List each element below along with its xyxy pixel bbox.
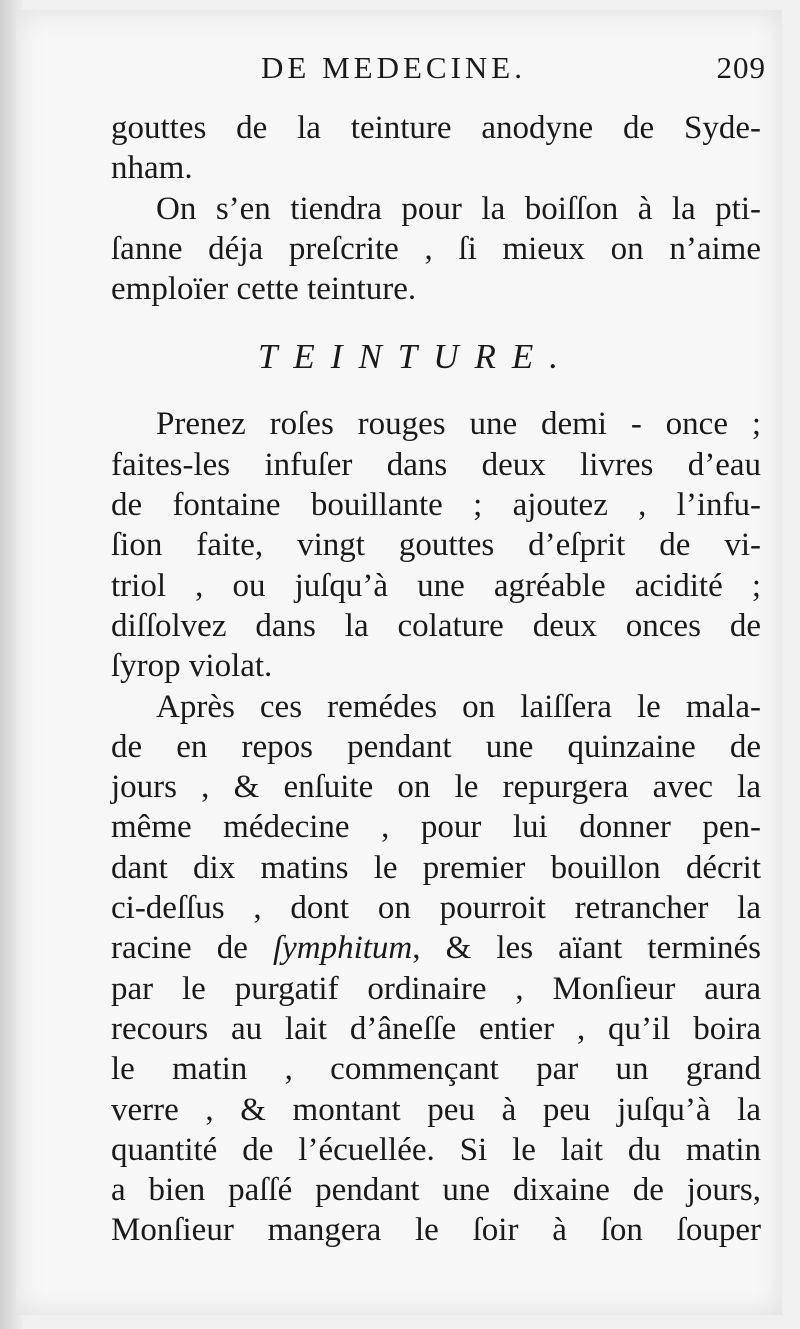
text-line: Prenez roſes rouges une demi - once ;: [156, 406, 761, 443]
text-line: ci-deſſus , dont on pourroit retrancher la: [111, 890, 761, 927]
page-number: 209: [716, 50, 766, 85]
text-fragment: , & les aïant terminés: [412, 930, 762, 967]
text-line: jours , & enſuite on le repurgera avec la: [111, 769, 761, 806]
text-line: verre , & montant peu à peu juſqu’à la: [111, 1091, 761, 1128]
text-line-latin: [111, 928, 761, 968]
text-line: diſſolvez dans la colature deux onces de: [111, 607, 761, 644]
text-fragment: racine de: [111, 930, 273, 967]
text-line: a bien paſſé pendant une dixaine de jours,: [111, 1172, 761, 1209]
text-line: par le purgatif ordinaire , Monſieur aura: [111, 970, 761, 1007]
text-line: recours au lait d’âneſſe entier , qu’il boira: [111, 1010, 761, 1047]
latin-term: ſymphitum: [272, 930, 413, 967]
text-line: nham.: [111, 150, 193, 187]
text-line: dant dix matins le premier bouillon décrit: [111, 849, 761, 886]
text-line: le matin , commençant par un grand: [111, 1051, 761, 1088]
text-line: de fontaine bouillante ; ajoutez , l’infu-: [111, 487, 761, 524]
text-line: faites-les infuſer dans deux livres d’eau: [111, 446, 761, 483]
text-line: gouttes de la teinture anodyne de Syde-: [111, 110, 761, 146]
text-line: même médecine , pour lui donner pen-: [111, 809, 761, 846]
text-line: ſion faite, vingt gouttes d’eſprit de vi-: [111, 527, 761, 564]
running-head: [111, 50, 766, 108]
section-heading: TEINTURE.: [257, 337, 575, 377]
text-line: Après ces remédes on laiſſera le mala-: [156, 688, 761, 725]
text-line: de en repos pendant une quinzaine de: [111, 728, 761, 765]
text-line: quantité de l’écuellée. Si le lait du matin: [111, 1131, 761, 1168]
running-head-title: DE MEDECINE.: [261, 50, 526, 85]
paragraph-3: [111, 404, 761, 686]
text-line: On s’en tiendra pour la boiſſon à la pti-: [156, 190, 761, 227]
book-page: [16, 10, 782, 1315]
text-line: Monſieur mangera le ſoir à ſon ſouper: [111, 1212, 761, 1249]
text-line: triol , ou juſqu’à une agréable acidité ;: [111, 567, 761, 604]
text-line: ſanne déja preſcrite , ſi mieux on n’aime: [111, 230, 761, 267]
paragraph-2: [111, 189, 761, 310]
text-line: ſyrop violat.: [111, 648, 273, 685]
paragraph-1: [111, 108, 761, 189]
paragraph-4: [111, 687, 761, 1251]
text-block: [111, 50, 766, 1251]
text-line: emploïer cette teinture.: [111, 271, 417, 308]
